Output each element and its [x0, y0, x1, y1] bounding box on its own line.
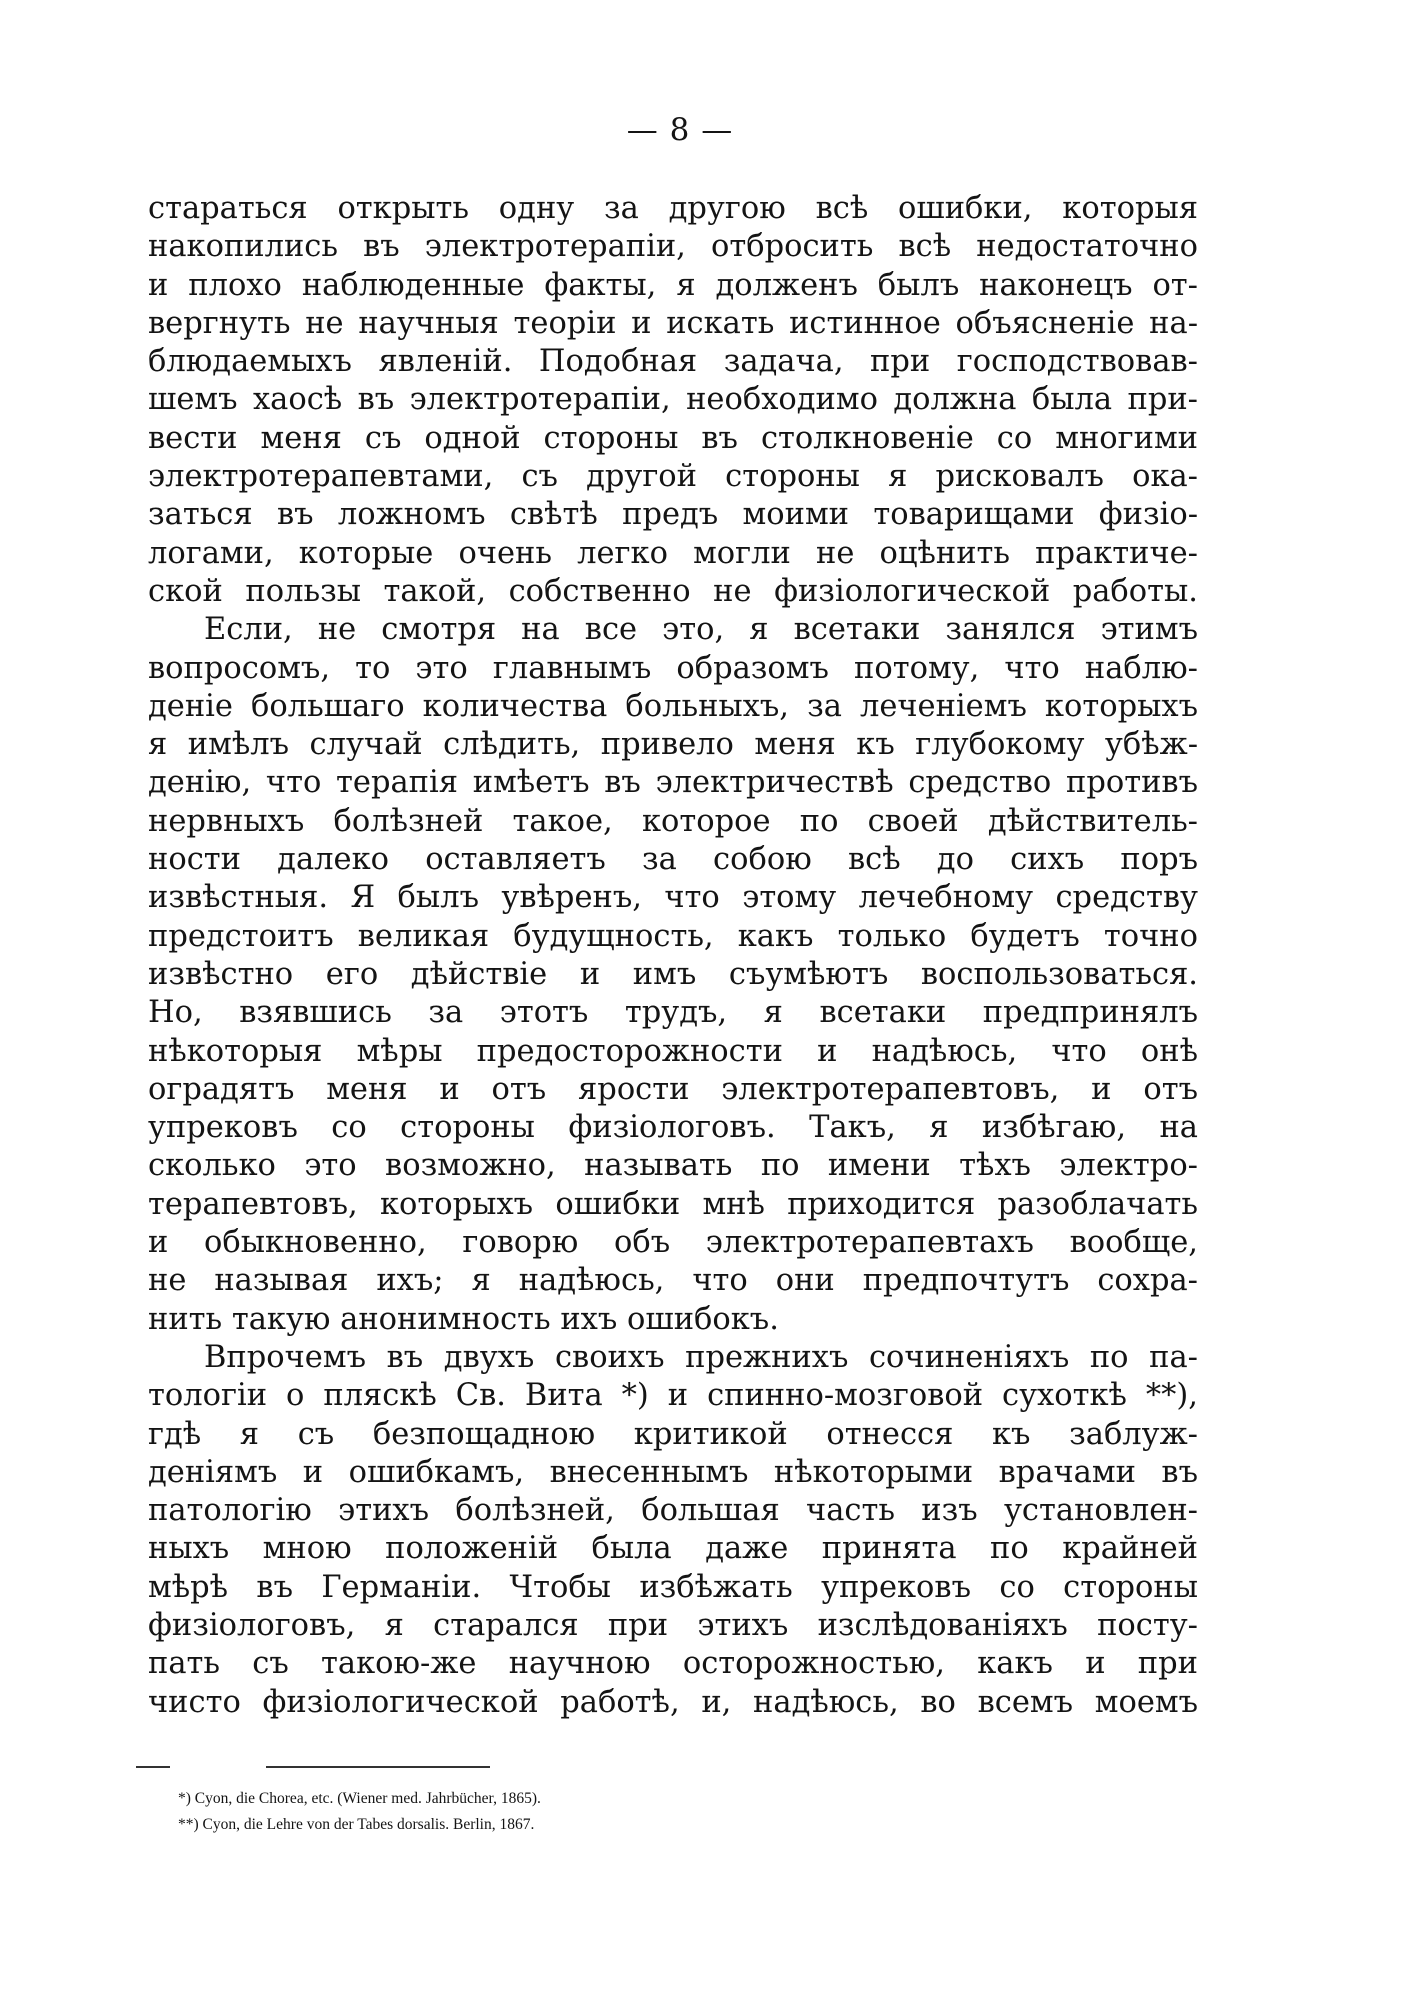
- text-line: упрековъ со стороны физіологовъ. Такъ, я избѣгаю, на: [148, 1110, 1198, 1146]
- text-line: мѣрѣ въ Германіи. Чтобы избѣжать упрековъ со стороны: [148, 1569, 1198, 1605]
- text-line: предстоитъ великая будущность, какъ только будетъ точно: [148, 918, 1198, 954]
- text-line: электротерапевтами, съ другой стороны я рисковалъ ока-: [148, 459, 1198, 495]
- text-line: деніе большаго количества больныхъ, за леченіемъ которыхъ: [148, 688, 1198, 724]
- text-line: Впрочемъ въ двухъ своихъ прежнихъ сочиненіяхъ по па-: [204, 1339, 1198, 1375]
- paragraph: [148, 611, 1198, 1339]
- text-line: я имѣлъ случай слѣдить, привело меня къ глубокому убѣж-: [148, 727, 1198, 763]
- text-line: ской пользы такой, собственно не физіологической работы.: [148, 573, 1198, 609]
- text-line: нѣкоторыя мѣры предосторожности и надѣюсь, что онѣ: [148, 1033, 1198, 1069]
- text-line: деніямъ и ошибкамъ, внесеннымъ нѣкоторыми врачами въ: [148, 1454, 1198, 1490]
- text-line: денію, что терапія имѣетъ въ электричествѣ средство противъ: [148, 765, 1198, 801]
- text-line: ныхъ мною положеній была даже принята по крайней: [148, 1531, 1198, 1567]
- footnote: *) Cyon, die Chorea, etc. (Wiener med. Jahrbücher, 1865).: [178, 1790, 541, 1807]
- text-line: чисто физіологической работѣ, и, надѣюсь, во всемъ моемъ: [148, 1684, 1198, 1720]
- text-line: гдѣ я съ безпощадною критикой отнесся къ заблуж-: [148, 1416, 1198, 1452]
- text-line: Но, взявшись за этотъ трудъ, я всетаки предпринялъ: [148, 995, 1198, 1031]
- text-line: извѣстно его дѣйствіе и имъ съумѣютъ воспользоваться.: [148, 956, 1198, 992]
- text-line: нить такую анонимность ихъ ошибокъ.: [148, 1301, 779, 1337]
- footnotes: [178, 1786, 878, 1838]
- text-line: сколько это возможно, называть по имени тѣхъ электро-: [148, 1148, 1198, 1184]
- paragraph: [148, 190, 1198, 611]
- text-line: нервныхъ болѣзней такое, которое по своей дѣйствитель-: [148, 803, 1198, 839]
- body-text: [148, 190, 1198, 1722]
- text-line: тологіи о пляскѣ Св. Вита *) и спинно-мозговой сухоткѣ **),: [148, 1378, 1198, 1414]
- text-line: Если, не смотря на все это, я всетаки занялся этимъ: [204, 612, 1198, 648]
- text-line: заться въ ложномъ свѣтѣ предъ моими товарищами физіо-: [148, 497, 1198, 533]
- page-number: — 8 —: [626, 112, 734, 148]
- text-line: вести меня съ одной стороны въ столкновеніе со многими: [148, 420, 1198, 456]
- text-line: блюдаемыхъ явленій. Подобная задача, при господствовав-: [148, 344, 1198, 380]
- text-line: и обыкновенно, говорю объ электротерапевтахъ вообще,: [148, 1225, 1198, 1261]
- text-line: извѣстныя. Я былъ увѣренъ, что этому лечебному средству: [148, 880, 1198, 916]
- text-line: терапевтовъ, которыхъ ошибки мнѣ приходится разоблачать: [148, 1186, 1198, 1222]
- text-line: вопросомъ, то это главнымъ образомъ потому, что наблю-: [148, 650, 1198, 686]
- text-line: пать съ такою-же научною осторожностью, какъ и при: [148, 1646, 1198, 1682]
- paragraph: [148, 1339, 1198, 1722]
- text-line: и плохо наблюденные факты, я долженъ былъ наконецъ от-: [148, 267, 1198, 303]
- footnote: **) Cyon, die Lehre von der Tabes dorsalis. Berlin, 1867.: [178, 1816, 535, 1833]
- text-line: патологію этихъ болѣзней, большая часть изъ установлен-: [148, 1493, 1198, 1529]
- text-line: оградятъ меня и отъ ярости электротерапевтовъ, и отъ: [148, 1071, 1198, 1107]
- footnote-rule: [136, 1766, 170, 1768]
- text-line: не называя ихъ; я надѣюсь, что они предпочтутъ сохра-: [148, 1263, 1198, 1299]
- text-line: логами, которые очень легко могли не оцѣнить практиче-: [148, 535, 1198, 571]
- text-line: физіологовъ, я старался при этихъ изслѣдованіяхъ посту-: [148, 1607, 1198, 1643]
- footnote-rule: [266, 1766, 490, 1768]
- text-line: шемъ хаосѣ въ электротерапіи, необходимо должна была при-: [148, 382, 1198, 418]
- text-line: стараться открыть одну за другою всѣ ошибки, которыя: [148, 191, 1198, 226]
- text-line: вергнуть не научныя теоріи и искать истинное объясненіе на-: [148, 305, 1198, 341]
- text-line: накопились въ электротерапіи, отбросить всѣ недостаточно: [148, 229, 1198, 265]
- text-line: ности далеко оставляетъ за собою всѣ до сихъ поръ: [148, 842, 1198, 878]
